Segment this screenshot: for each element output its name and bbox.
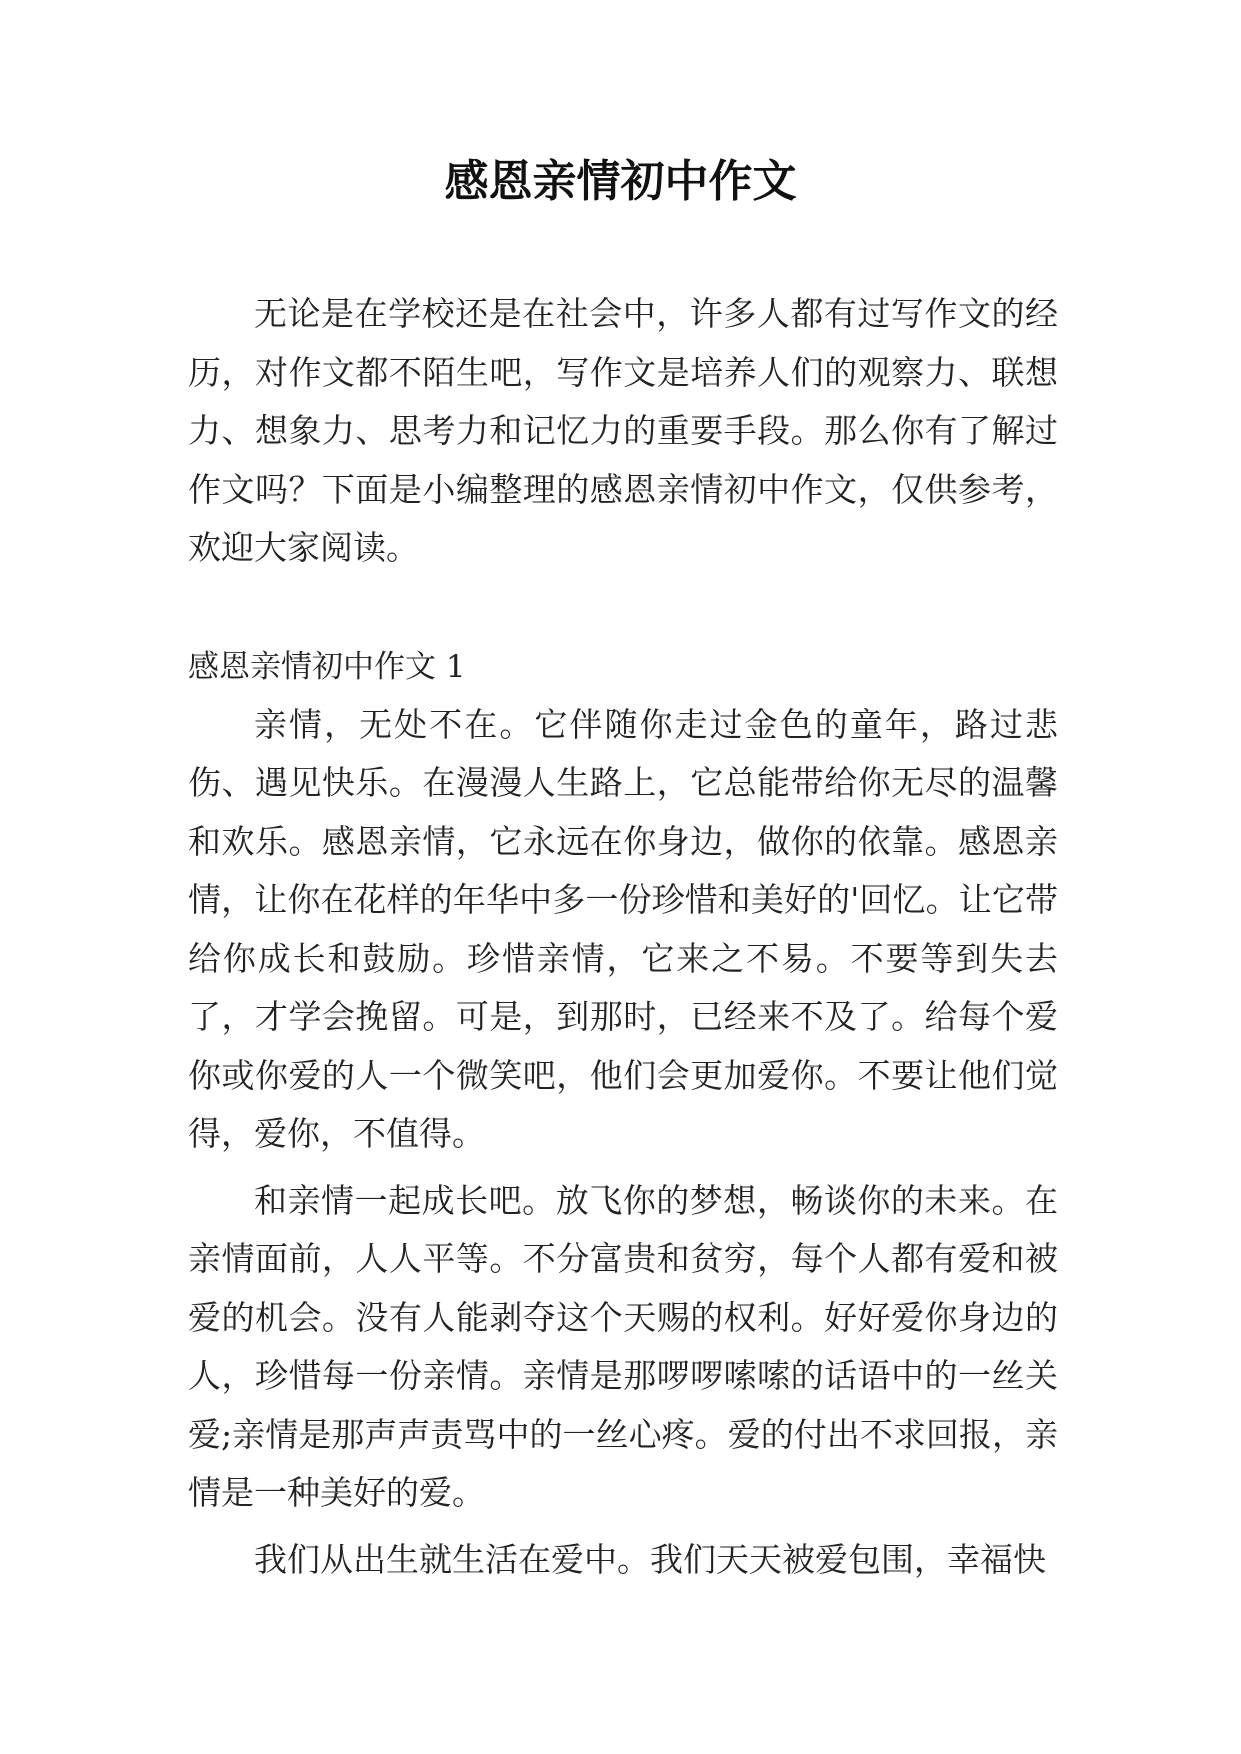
body-paragraph-3: 我们从出生就生活在爱中。我们天天被爱包围，幸福快	[254, 1539, 1046, 1579]
document-body	[188, 285, 1058, 1589]
body-paragraph-1: 亲情，无处不在。它伴随你走过金色的童年，路过悲伤、遇见快乐。在漫漫人生路上，它总能带给你无尽的温馨和欢乐。感恩亲情，它永远在你身边，做你的依靠。感恩亲情，让你在花样的年华中多一份珍惜和美好的'回忆。让它带给你成长和鼓励。珍惜亲情，它来之不易。不要等到失去了，才学会挽留。可是，到那时，已经来不及了。给每个爱你或你爱的人一个微笑吧，他们会更加爱你。不要让他们觉得，爱你，不值得。	[188, 704, 1058, 1153]
document-title: 感恩亲情初中作文	[444, 156, 797, 207]
body-paragraph-2: 和亲情一起成长吧。放飞你的梦想，畅谈你的未来。在亲情面前，人人平等。不分富贵和贫穷，每个人都有爱和被爱的机会。没有人能剥夺这个天赐的权利。好好爱你身边的人，珍惜每一份亲情。亲情是那啰啰嗦嗦的话语中的一丝关爱;亲情是那声声责骂中的一丝心疼。爱的付出不求回报，亲情是一种美好的爱。	[188, 1180, 1058, 1512]
section-heading: 感恩亲情初中作文 1	[188, 648, 466, 685]
intro-paragraph: 无论是在学校还是在社会中，许多人都有过写作文的经历，对作文都不陌生吧，写作文是培养人们的观察力、联想力、想象力、思考力和记忆力的重要手段。那么你有了解过作文吗？下面是小编整理的感恩亲情初中作文，仅供参考，欢迎大家阅读。	[188, 294, 1058, 567]
